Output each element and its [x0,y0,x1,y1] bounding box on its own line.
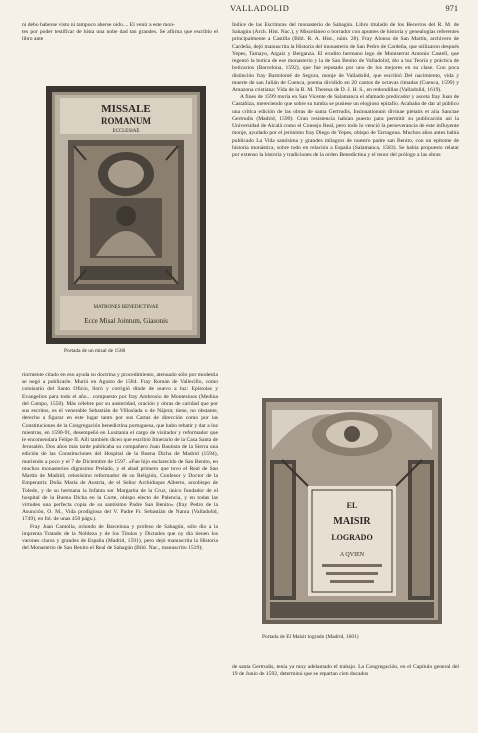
paragraph: tes por poder testificar de hista una nobe dad tan grandes. Se afirma que escribio el libro ante [22,29,218,43]
paragraph: de santa Gertrudis, tenía ya muy adelantado el trabajo. La Congregación, en el Capítulo general del 19 de Junio de 1592, determinó que se repartan cien ducados [232,664,459,678]
figure-maisir [252,390,452,645]
maisir-lettering-3: LOGRADO [331,533,373,542]
missal-title-page-image [46,86,206,344]
right-column-bottom [232,664,459,678]
missal-lettering-5: Ecce Misal Jointum, Giasonis [84,317,168,325]
figure-caption: Portada de un misal de 1568 [64,348,126,354]
missal-lettering-3: ECCLESIAE [112,129,140,134]
left-column-bottom [22,372,218,552]
maisir-lettering-1: EL [346,501,358,510]
missal-lettering-1: MISSALE [101,103,151,115]
figure-missal [46,86,206,358]
running-head-title: VALLADOLID [230,4,290,13]
left-column-top [22,22,218,44]
paragraph: riormente citado en eso ayuda su doctrina y procedimiento, atenuado sólo por modestia se negó a publicarle. Murió en Agosto de 1584. Fray Román de Vallecillo, como comisario del Santo Oficio, lloró y corrigió dinde de nuevo a luz: Epístolas y Evangelios para todo el año... compuesto por fray Ambrosio de Montesinos (Medina del Campo, 1550). Más célebre por su austeridad, oración y obras de caridad que por sus escritos, es el venerable Sebastián de Villoslada o de Nájera; tiene, no obstante, derecho a figurar en este lugar tanto por sus Cartas de dirección como por las Constituciones de la Congregación benedictina portuguesa, que hubo rebatir y dar a luz mientras, en 1590-91, desempeñó en Lusitania el cargo de visitador y reformador que le encomendara Felipe II. Allí también dicen que escribió Itinerario de la Casa Santa de Jerusalén. Dos años más tarde publicaba su compañero Juan Bautista de la Sierra una edición de las Constituciones del Hospital de la Buena Dicha de Madrid (1594), muriendo a poco y el 7 de Diciembre de 1597. «Fue hijo esclarecido de San Benito, en muchos monasterios dignísimo Prelado, y el abad primero que tuvo el Real de San Martín de Madrid; celosísimo reformador de su Religión, Confesor y Doctor de la Emperatriz Doña María de Austria, de el Señor Archiduque Alberto, arzobispo de Toledo, y de su hermana la Infanta sor Margarita de la Cruz, único fundador de el hospital de la Buena Dicha en la Corte, obispo electo de Palencia, y en todas las virtudes una perfecta copia de su santísimo Padre San Benito» (fray Pedro de la Asunción, O. M., Vida prodigiosa del V. Padre Fr. Sebastián de Nanra (Valladolid, 1749), en fol. de unas 450 págs.). [22,372,218,523]
paragraph: A fines de 1599 moría en San Vicente de Salamanca el afamado predicador y asceta fray Juan de Castañiza, mereciendo que sobre su tumba se pusiese un elogioso epitafio. Acababa de dar al público una crítica edición de las obras de santa Gertrudis, Insinuationum divinae pietatis et aiia Sanctae Gertrudis (Madrid, 1599). Gran resistencia habían puesto para permitir su publicación así la Universidad de Alcalá como el Consejo Real, pero todo lo venció la perseverancia de este influyente monje, ayudado por el jerónimo fray Diego de Yepes, obispo de Tarragona. Muchos años antes había publicado La Vida santísima y grandes milagros de nuestro padre san Benito, con un epítome de historia monástica, sobre todo en relación a España (Salamanca, 1583). Se había propuesto relatar por extenso la historia y tradiciones de la orden Benedictina y el tenor del prólogo a las obras [232,94,459,158]
missal-lettering-2: ROMANUM [101,116,151,126]
running-head [0,4,478,16]
maisir-lettering-2: MAISIR [333,516,371,527]
paragraph: Fray Juan Cantolla, oriundo de Barcelona y profeso de Sahagún, sólo dio a la imprenta Tratado de la Nobleza y de los Títulos y Dictados que oy día tienen los varones claros y grandes de España (Madrid, 1591), pero dejó manuscrita la Historia del Monasterio de San Benito el Real de Sahagún (Bibl. Nac., manuscrito 1519); [22,523,218,552]
missal-lettering-4: MATRONES BENEDICTINAE [93,305,159,310]
page-number: 971 [445,4,458,13]
figure-caption: Portada de El Maisir logrado (Madrid, 1601) [262,634,359,640]
paragraph: ni debo haberse visto ni tampoco aberse oido.... El venir a este mon- [22,22,175,28]
maisir-lettering-4: A QVIEN [339,552,365,558]
maisir-title-page-image [252,390,452,630]
paragraph: Indice de las Escrituras del monasterio de Sahagún. Libro titulado de los Becerros del R. M. de Sahagún (Arch. Hist. Nac.), y Misceláneo o borrador con apuntes de historia y genealogías referentes principalmente a Castilla (Bibl. R. A. Hist., núm. 28). Fray Alonso de San Martín, archivero de Cardeña, dejó manuscrita la Historia del monasterio de San Pedro de Cardeña, que utilizaron después Yepes, Tamayo, Argaiz y Berganza. El erudito hermano lego de Montserrat Antonio Castell, que regentó la botica de ese monasterio y la de San Benito de Valladolid, dio a luz Teoría y práctica de boticarios (Barcelona, 1592), que fue reputado por uno de los mejores en su clase. Con poca distinción fray Bartolomé de Segura, monje de Valladolid, que escribió Del nacimiento, vida y muerte de san Julián de Cuenca, poema dividido en 20 cantos de octavas rimadas (Cuenca, 1599) y Amazona cristiana: Vida de la B. M. Theresa de D. J. H. S., en redondillas (Valladolid, 1619). [232,22,459,93]
right-column-top [232,22,459,159]
